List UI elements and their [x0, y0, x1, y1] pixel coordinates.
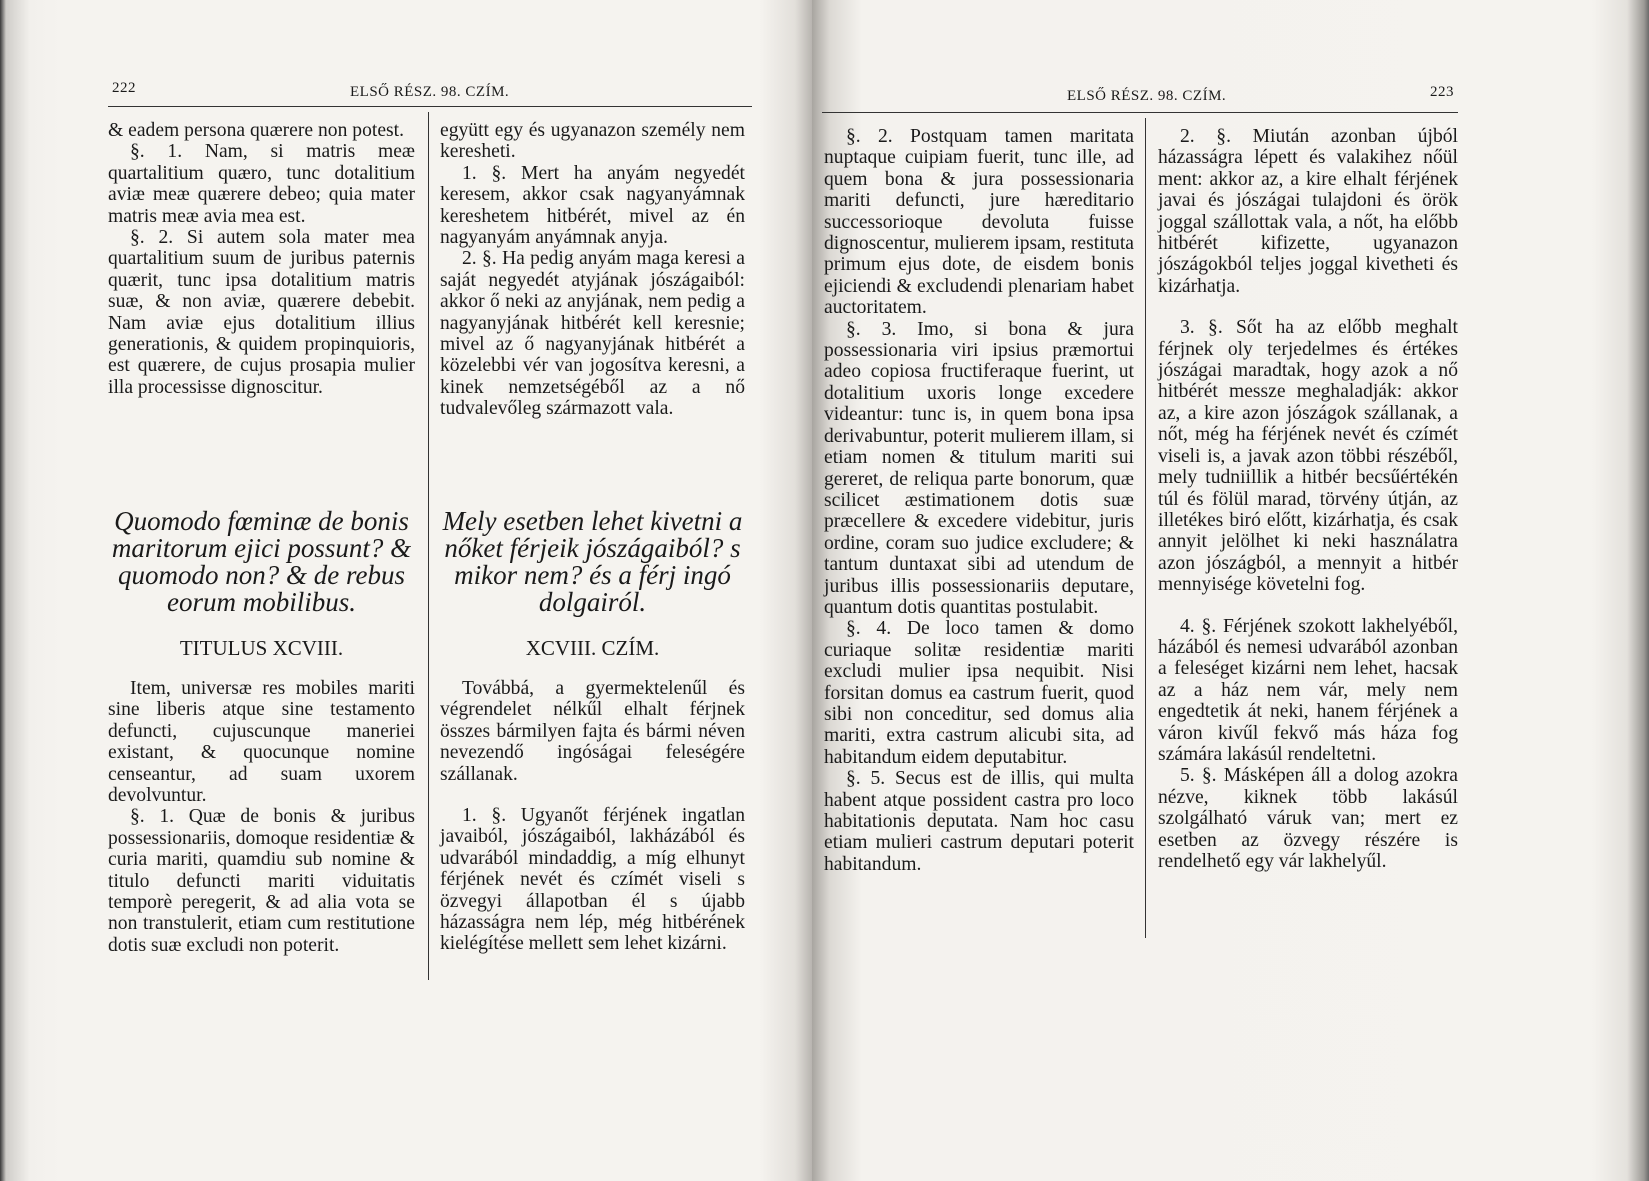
latin-column [824, 126, 1134, 875]
hungarian-title: Mely esetben lehet kivetni a nőket férjeik jószágaiból? s mikor nem? és a férj ingó dolgairól. [442, 506, 743, 617]
hungarian-paragraph: 3. §. Sőt ha az előbb meghalt férjnek oly terjedelmes és értékes jószágai maradtak, hogy azok a nő hitbérét messze meghaladják: akkor az, a kire azon jószágok szállanak, a nőt, még ha férjének nevét és czímét viseli is, a javak azon többi részéből, mely tudniillik a hitbér becsűértékén túl és fölül marad, törvény útján, az illetékes biró előtt, kizárhatja, és csak annyit jelölhet ki neki használatra azon jószágból, a mennyit a hitbér mennyisége követelni fog. [1158, 317, 1458, 596]
hungarian-column [1158, 126, 1458, 872]
hungarian-intro: Továbbá, a gyermektelenűl és végrendelet nélkűl elhalt férjnek összes bármilyen fajta és bármi néven nevezendő ingóságai feleségére szállanak. [440, 678, 745, 785]
hungarian-column-bottom [440, 678, 745, 955]
hungarian-paragraph: együtt egy és ugyanazon személy nem keresheti. [440, 120, 745, 163]
hungarian-paragraph: 4. §. Férjének szokott lakhelyéből, házából és nemesi udvarából azonban a feleséget kizárni nem lehet, hacsak az a ház nem vár, mely nem engedtetik át neki, hanem férjének a váron kivűl fekvő más háza fog számára lakásúl rendeltetni. [1158, 615, 1458, 765]
latin-paragraph: §. 2. Postquam tamen maritata nuptaque cuipiam fuerit, tunc ille, ad quem bona & jura possessionaria mariti defuncti, jure hæreditario successorioque devoluta fuisse dignoscentur, mulierem ipsam, restituta primum ejus dote, de eisdem bonis ejiciendi & excludendi plenariam habet auctoritatem. [824, 126, 1134, 319]
page-number: 222 [112, 80, 136, 96]
header-rule [822, 112, 1458, 113]
left-page [0, 0, 812, 1181]
latin-paragraph: §. 5. Secus est de illis, qui multa habent atque possident castra pro loco habitationis deputata. Nam hoc casu etiam mulieri castrum deputari poterit habitandum. [824, 768, 1134, 875]
running-head: ELSŐ RÉSZ. 98. CZÍM. [1067, 88, 1227, 104]
right-page [812, 0, 1649, 1181]
latin-paragraph: §. 1. Nam, si matris meæ quartalitium quæro, tunc dotalitium aviæ meæ quærere debeo; quia mater matris meæ avia mea est. [108, 141, 415, 227]
page-number: 223 [1430, 84, 1454, 100]
latin-column-top [108, 120, 415, 398]
latin-intro: Item, universæ res mobiles mariti sine liberis atque sine testamento defuncti, cujuscunque maneriei existant, & quocunque nomine censeantur, ad suam uxorem devolvuntur. [108, 678, 415, 807]
column-divider [1145, 118, 1146, 938]
latin-paragraph: & eadem persona quærere non potest. [108, 120, 404, 141]
latin-paragraph: §. 2. Si autem sola mater mea quartalitium suum de juribus paternis quærit, tunc ipsa dotalitium matris suæ, & non aviæ, quærere debebit. Nam aviæ ejus dotalitium illius generationis, & quidem propinquioris, est quærere, de cujus prosapia mulier illa processisse dignoscitur. [108, 227, 415, 398]
hungarian-titulus: XCVIII. CZÍM. [525, 636, 660, 660]
hungarian-paragraph: 1. §. Ugyanőt férjének ingatlan javaiból, jószágaiból, lakházából és udvarából mindaddig, a míg elhunyt férjének nevét és czímét viseli s özvegyi állapotban él s újabb házasságra nem lép, még hitbérének kielégítése mellett sem lehet kizárni. [440, 805, 745, 955]
latin-column-bottom [108, 678, 415, 956]
running-head: ELSŐ RÉSZ. 98. CZÍM. [350, 84, 510, 100]
latin-titulus: TITULUS XCVIII. [179, 636, 344, 660]
hungarian-paragraph: 5. §. Másképen áll a dolog azokra nézve, kiknek több lakásúl szolgálható váruk van; mert ez esetben az özvegy részére is rendelhető egy vár lakhelyűl. [1158, 765, 1458, 872]
latin-paragraph: §. 1. Quæ de bonis & juribus possessionariis, domoque residentiæ & curia mariti, quamdiu sub nomine & titulo defuncti mariti viduitatis temporè peregerit, & ad alia vota se non transtulerit, etiam cum restitutione dotis suæ excludi non poterit. [108, 806, 415, 956]
latin-title: Quomodo fœminæ de bonis maritorum ejici possunt? & quomodo non? & de rebus eorum mobilibus. [111, 506, 412, 617]
header-rule [108, 106, 752, 107]
hungarian-column-top [440, 120, 745, 420]
latin-paragraph: §. 4. De loco tamen & domo curiaque solitæ residentiæ mariti excludi mulier ipsa nequibit. Nisi forsitan domus ea castrum fuerit, quod sibi non conceditur, sed domus alia mariti, extra castrum alicubi sita, ad habitandum eidem deputabitur. [824, 618, 1134, 768]
hungarian-paragraph: 2. §. Miután azonban újból házasságra lépett és valakihez nőül ment: akkor az, a kire elhalt férjének javai és jószágai tulajdoni és örök joggal szállottak vala, a nőt, ha előbb hitbérét kifizette, ugyanazon jószágokból teljes joggal kivetheti és kizárhatja. [1158, 126, 1458, 297]
hungarian-paragraph: 1. §. Mert ha anyám negyedét keresem, akkor csak nagyanyámnak kereshetem hitbérét, mivel az én nagyanyám anyámnak anyja. [440, 162, 745, 249]
latin-paragraph: §. 3. Imo, si bona & jura possessionaria viri ipsius præmortui adeo copiosa fructiferaque fuerint, ut dotalitium uxoris longe excedere videantur: tunc is, in quem bona ipsa derivabuntur, poterit mulierem illam, si etiam nomen & titulum mariti sui gereret, de reliqua parte bonorum, quæ scilicet æstimationem dotis suæ præcellere & excedere videbitur, juris ordine, coram suo judice excludere; & tantum duntaxat sibi ad utendum de juribus illis possessionariis deputare, quantum dotis quantitas postulabit. [824, 318, 1134, 618]
hungarian-paragraph: 2. §. Ha pedig anyám maga keresi a saját negyedét atyjának jószágaiból: akkor ő neki az anyjának, nem pedig a nagyanyjának hitbérét kell keresnie; mivel az ő nagyanyjának hitbérét a közelebbi vér van jogosítva keresni, a kinek nemzetségéből az a nő tudvalevőleg származott vala. [440, 248, 745, 420]
column-divider [428, 112, 429, 980]
